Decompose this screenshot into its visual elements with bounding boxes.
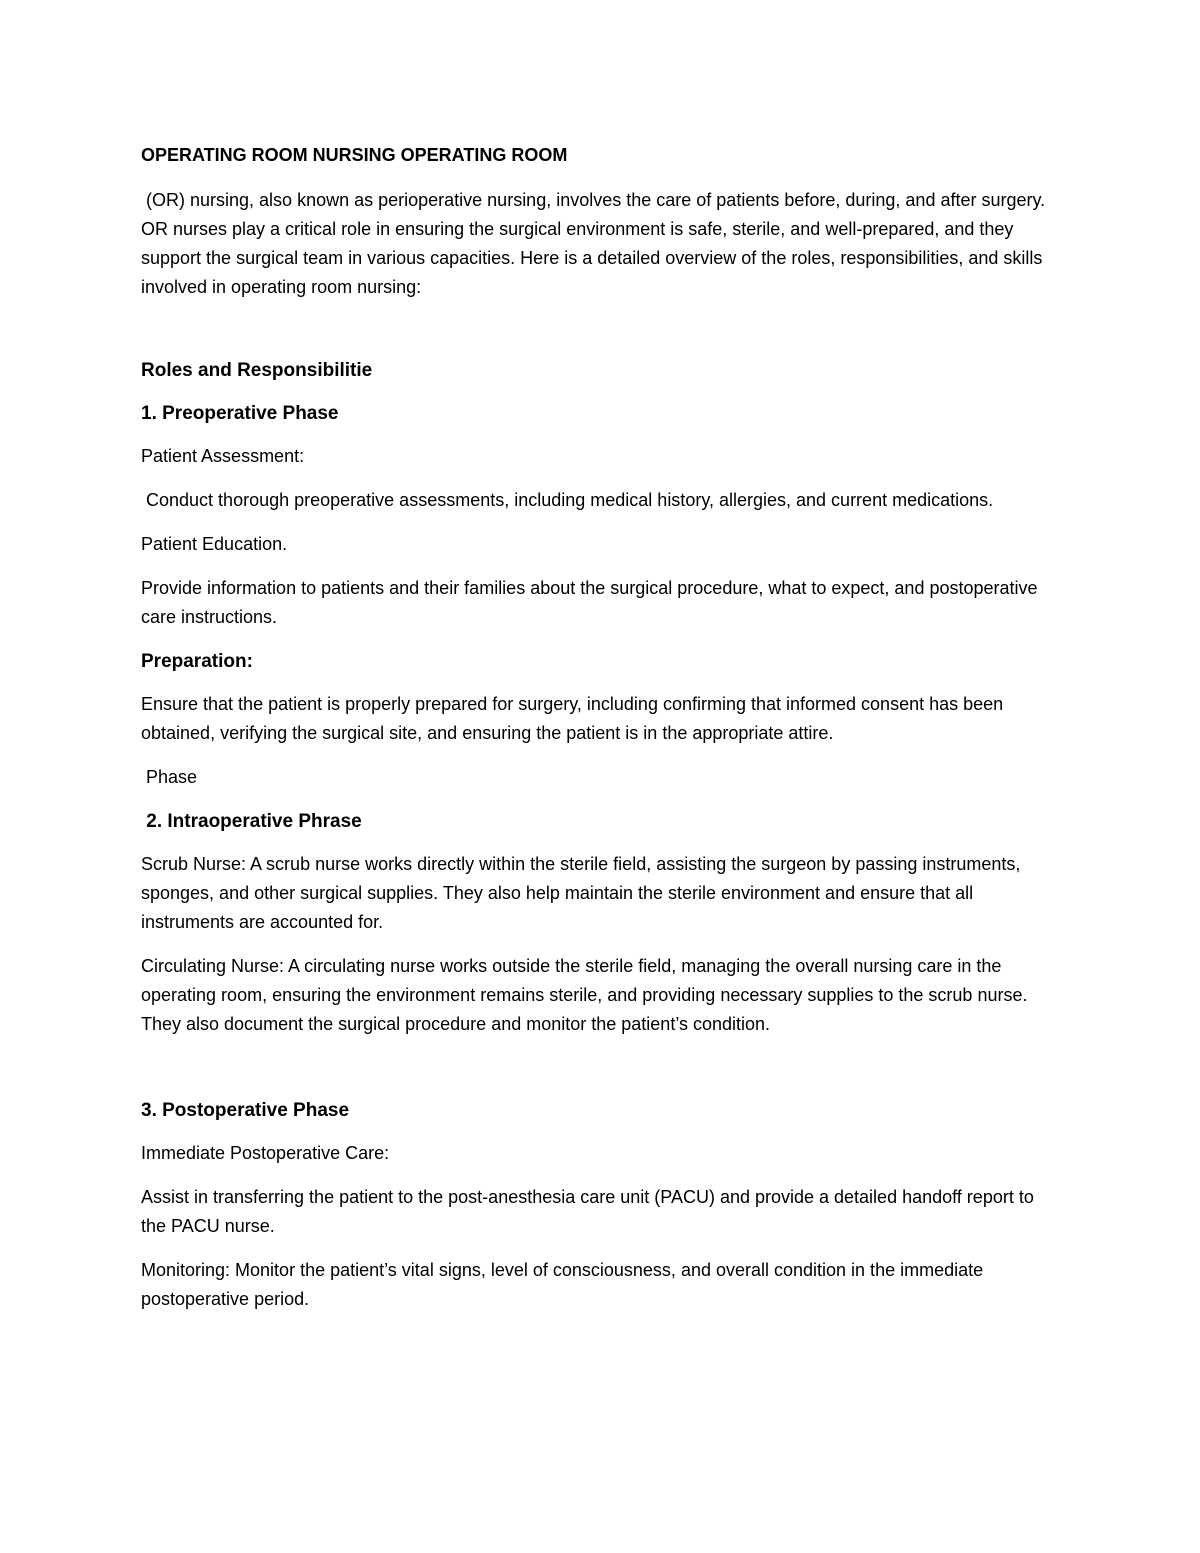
phase-fragment: Phase: [141, 767, 198, 787]
patient-education-label: Patient Education.: [141, 534, 288, 554]
immediate-care-text: Assist in transferring the patient to the post-anesthesia care unit (PACU) and provide a detailed handoff report to the PACU nurse.: [141, 1187, 1034, 1236]
intraoperative-heading: 2. Intraoperative Phrase: [141, 811, 362, 832]
roles-heading: Roles and Responsibilitie: [141, 360, 373, 381]
immediate-care-label: Immediate Postoperative Care:: [141, 1143, 390, 1163]
preoperative-heading: 1. Preoperative Phase: [141, 403, 339, 424]
monitoring-text: Monitoring: Monitor the patient’s vital signs, level of consciousness, and overall condition in the immediate postoperative period.: [141, 1260, 984, 1309]
scrub-nurse-text: Scrub Nurse: A scrub nurse works directly within the sterile field, assisting the surgeon by passing instruments, sponges, and other surgical supplies. They also help maintain the sterile environment and ensure that all instruments are accounted for.: [141, 854, 1021, 932]
preparation-text: Ensure that the patient is properly prepared for surgery, including confirming that informed consent has been obtained, verifying the surgical site, and ensuring the patient is in the appropriate attire.: [141, 694, 1004, 743]
patient-assessment-text: Conduct thorough preoperative assessments, including medical history, allergies, and current medications.: [141, 490, 994, 510]
patient-education-text: Provide information to patients and their families about the surgical procedure, what to expect, and postoperative care instructions.: [141, 578, 1038, 627]
document-title: OPERATING ROOM NURSING OPERATING ROOM: [141, 145, 568, 165]
intro-paragraph: (OR) nursing, also known as perioperative nursing, involves the care of patients before, during, and after surgery. OR nurses play a critical role in ensuring the surgical environment is safe, sterile, and well-prepared, and they support the surgical team in various capacities. Here is a detailed overview of the roles, responsibilities, and skills involved in operating room nursing:: [141, 190, 1051, 297]
preparation-heading: Preparation:: [141, 651, 253, 672]
circulating-nurse-text: Circulating Nurse: A circulating nurse works outside the sterile field, managing the overall nursing care in the operating room, ensuring the environment remains sterile, and providing necessary supplies to the scrub nurse. They also document the surgical procedure and monitor the patient’s condition.: [141, 956, 1028, 1034]
patient-assessment-label: Patient Assessment:: [141, 446, 305, 466]
postoperative-heading: 3. Postoperative Phase: [141, 1100, 350, 1121]
document-body: [141, 141, 1061, 1329]
